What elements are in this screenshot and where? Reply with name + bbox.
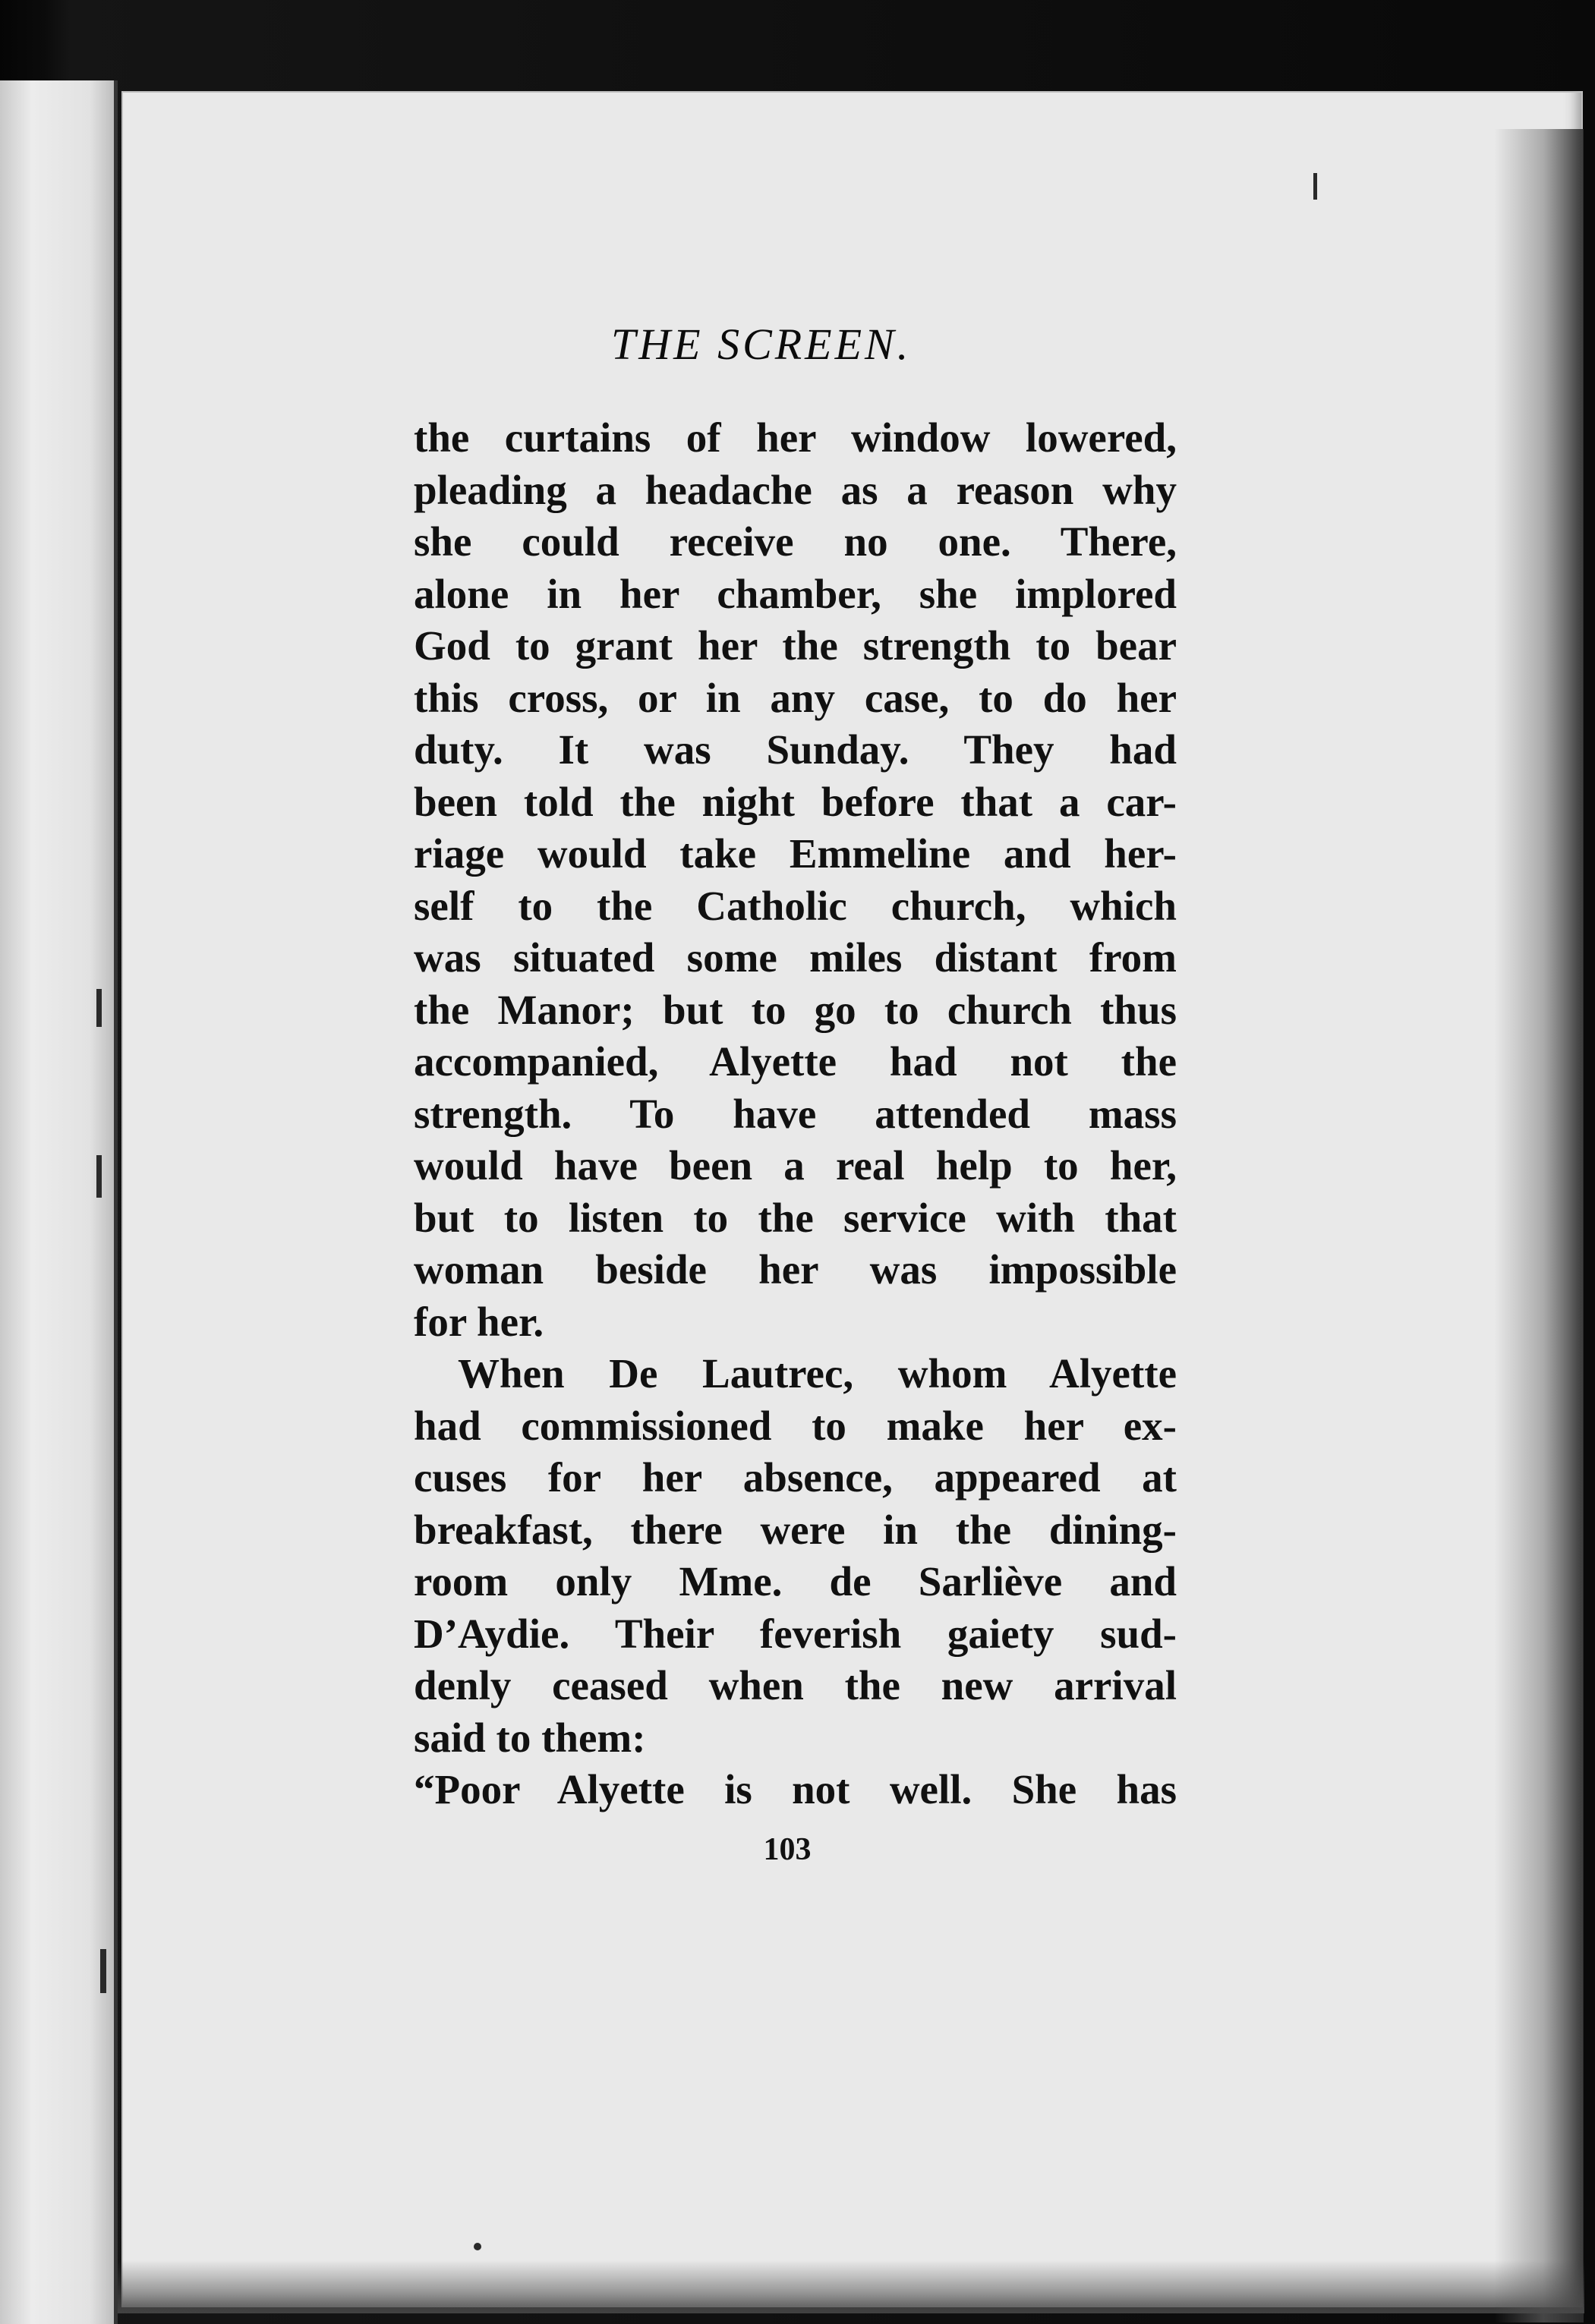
text-line: strength. To have attended mass: [414, 1090, 1177, 1137]
text-line: pleading a headache as a reason why: [414, 466, 1177, 513]
text-line: D’Aydie. Their feverish gaiety sud-: [414, 1610, 1177, 1657]
quoted-line: “Poor Alyette is not well. She has: [414, 1766, 1177, 1812]
page-number: 103: [763, 1832, 812, 1867]
text-line: this cross, or in any case, to do her: [414, 674, 1177, 721]
text-line: alone in her chamber, she implored: [414, 570, 1177, 617]
binding-line: [114, 80, 118, 2324]
text-line: breakfast, there were in the dining-: [414, 1506, 1177, 1553]
text-line: accompanied, Alyette had not the: [414, 1038, 1177, 1085]
text-line: self to the Catholic church, which: [414, 882, 1177, 929]
text-line: she could receive no one. There,: [414, 518, 1177, 565]
running-head: THE SCREEN.: [611, 320, 912, 369]
text-line: was situated some miles distant from: [414, 934, 1177, 981]
scan-mark: [96, 1155, 102, 1198]
text-line: woman beside her was impossible: [414, 1246, 1177, 1293]
text-line: had commissioned to make her ex-: [414, 1402, 1177, 1449]
text-line: riage would take Emmeline and her-: [414, 830, 1177, 877]
text-line: room only Mme. de Sarlièvе and: [414, 1558, 1177, 1604]
text-line: but to listen to the service with that: [414, 1194, 1177, 1241]
text-line: would have been a real help to her,: [414, 1142, 1177, 1189]
left-page-edge: [0, 80, 117, 2324]
scan-mark: [96, 989, 102, 1027]
page-bottom-shadow: [118, 2260, 1584, 2313]
text-line: cuses for her absence, appeared at: [414, 1454, 1177, 1501]
paragraph-start: When De Lautrec, whom Alyette: [458, 1350, 1177, 1397]
text-line: God to grant her the strength to bear: [414, 622, 1177, 669]
text-line: the curtains of her window lowered,: [414, 414, 1177, 461]
page-text: [414, 412, 1177, 1816]
text-line: for her.: [414, 1298, 544, 1345]
scan-mark: [474, 2243, 481, 2250]
text-line: duty. It was Sunday. They had: [414, 726, 1177, 773]
scan-mark: [100, 1949, 106, 1993]
text-line: denly ceased when the new arrival: [414, 1662, 1177, 1708]
scan-mark: [1313, 173, 1317, 200]
text-line: been told the night before that a car-: [414, 778, 1177, 825]
text-line: the Manor; but to go to church thus: [414, 986, 1177, 1033]
text-line: said to them:: [414, 1714, 646, 1761]
page-right-shadow: [1494, 129, 1584, 2322]
